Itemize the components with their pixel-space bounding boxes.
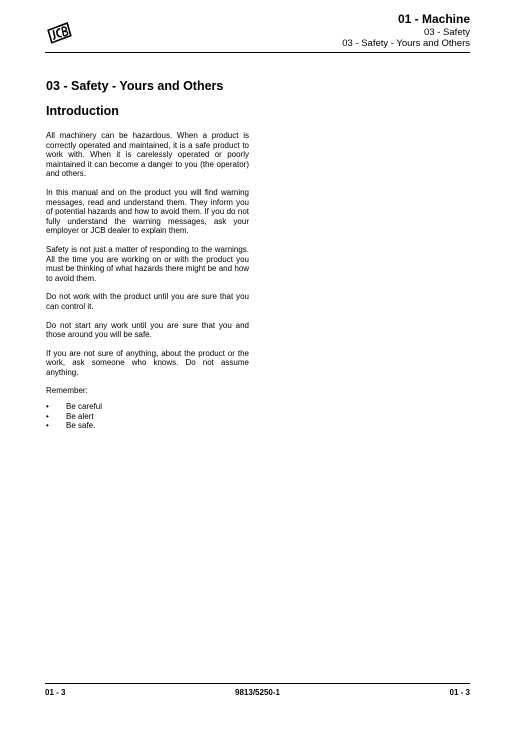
paragraph: In this manual and on the product you will find warning messages, read and understand them. They inform you of potential hazards and how to avoid them. If you do not fully understand the warning messages, ask your employer or JCB dealer to explain them.: [46, 187, 249, 236]
footer-page-number-right: 01 - 3: [449, 688, 470, 697]
paragraph: All machinery can be hazardous. When a product is correctly operated and maintained, it is a safe product to work with. When it is carelessly operated or poorly maintained it can become a danger to you (the operator) and others.: [46, 131, 249, 179]
jcb-logo: [46, 22, 72, 44]
page-header: [342, 12, 470, 49]
list-item-text: Be careful: [66, 402, 103, 412]
header-divider: [45, 52, 470, 53]
paragraph: Do not start any work until you are sure that you and those around you will be safe.: [46, 320, 249, 340]
header-chapter: 01 - Machine: [397, 12, 470, 26]
bullet-icon: •: [46, 402, 49, 412]
header-subsection: 03 - Safety - Yours and Others: [342, 38, 470, 49]
list-item-text: Be alert: [66, 411, 94, 421]
list-item: [46, 421, 249, 431]
footer-document-number: 9813/5250-1: [235, 688, 280, 697]
list-item: [46, 402, 249, 412]
bullet-icon: •: [46, 411, 49, 421]
paragraph: If you are not sure of anything, about the product or the work, ask someone who knows. Do not assume anything.: [46, 348, 249, 377]
section-title: 03 - Safety - Yours and Others: [46, 79, 224, 93]
subsection-title: Introduction: [46, 104, 119, 118]
bullet-icon: •: [46, 421, 49, 431]
list-item: [46, 412, 249, 422]
footer-divider: [45, 683, 470, 684]
bullet-list: [46, 402, 249, 431]
list-item-text: Be safe.: [66, 421, 96, 431]
paragraph: Do not work with the product until you are sure that you can control it.: [46, 292, 249, 311]
main-content: [46, 79, 249, 431]
footer-page-number-left: 01 - 3: [45, 688, 66, 697]
paragraph: Safety is not just a matter of responding to the warnings. All the time you are working on or with the product you must be thinking of what hazards there might be and how to avoid them.: [46, 244, 249, 283]
paragraph: Remember:: [46, 386, 88, 396]
header-section: 03 - Safety: [424, 27, 470, 38]
